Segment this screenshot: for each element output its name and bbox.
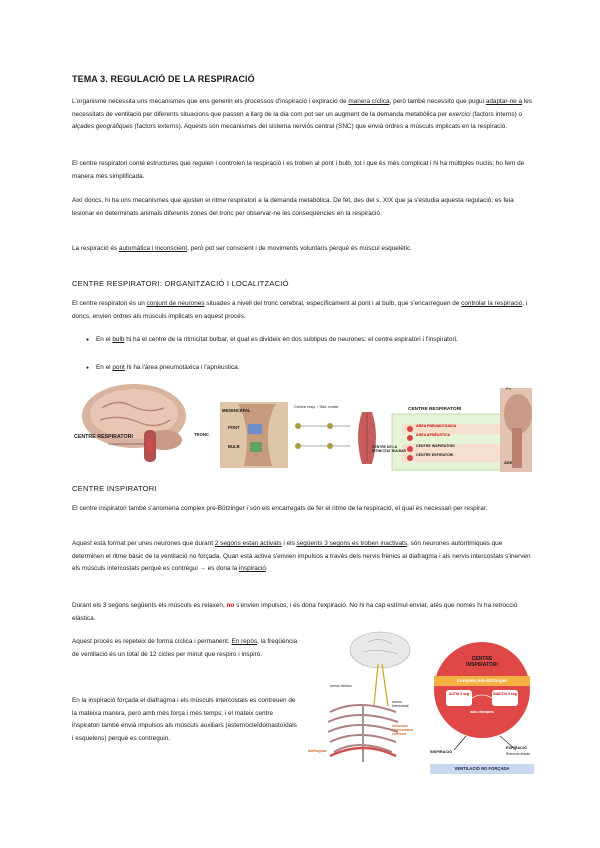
page-title: TEMA 3. REGULACIÓ DE LA RESPIRACIÓ bbox=[72, 74, 255, 84]
box-title: CENTRE RESPIRATORI bbox=[408, 407, 462, 412]
arrow-inspiracio bbox=[454, 736, 466, 750]
pont-region bbox=[248, 424, 262, 434]
bulb-region bbox=[250, 442, 262, 452]
intro-paragraph-1: L'organisme necessita uns mecanismes que ens generin els processos d'inspiració i expiració de manera cíclica, però també necessito que pugui adaptar-ne a les necessitats de ventilació per diferents situacions que passen a llarg de la dia com pot ser un augment de la demanda metabòlica per exercici (factors interns) o alçades geogràfiques (factors externs). Aquests són mecanismes del sistema nerviós central (SNC) que envià ordres a músculs implicats en la respiració. bbox=[72, 98, 533, 130]
intro-paragraph-2: El centre respiratori conté estructures que regulen i controlen la respiració i es troben al pont i bulb, tot i que és més complicat i hi ha múltiples nuclis; ho fem de manera més simplificada. bbox=[72, 160, 525, 180]
section1-paragraph: El centre respiratori és un conjunt de neurones situades a nivell del tronc cerebral, específicament al pont i al bulb, que s'encarreguen de controlar la respiració, i doncs, envien ordres als músculs implicats en aquest procés. bbox=[72, 300, 528, 320]
intro-paragraph-3: Així doncs, hi ha uns mecanismes que ajusten el ritme respiratori a la demanda metabòlica. De fet, des del s. XIX que ja s'estudia aquesta regulació: es feia lesionar en determinats animals diferents zones del tronc per observar-ne les conseqüències en la respiració. bbox=[72, 197, 514, 217]
bullet-bulb: ● En el bulb hi ha el centre de la ritmicitat bulbar, el qual es divideix en dos subtipus de neurones: el centre espiratori i l'inspiratori. bbox=[96, 334, 526, 347]
brainstem-highlight bbox=[147, 438, 153, 452]
section2-paragraph-1: El centre inspiratori també s'anomena complex pre-Bötzinger i són els encarregats de fer el ritme de la respiració, el qual és necessari per respirar. bbox=[72, 505, 488, 512]
section2-paragraph-3: Durant els 3 segons següents els músculs es relaxen, no s'envien impulsos, i es dona l'expiració. No hi ha cap estímul enviat, atès que només hi ha retrocció elàstica. bbox=[72, 602, 518, 622]
inactiu-label: INACTIU 3 seg bbox=[493, 692, 517, 696]
section2-paragraph-5: En la inspiració forçada el diafragma i els músculs intercostals es contreuen de la mateixa manera, però amb més força i més temps; i el mateix centre inspiratori també envià impulsos als músculs auxiliars (esternocleïdomastoïdals i esquelens) perquè es contreguin. bbox=[72, 697, 297, 742]
circle-title-1: CENTRE bbox=[471, 656, 493, 662]
actiu-label: ACTIU 2 seg bbox=[449, 692, 469, 696]
box-item-2: CENTRE INSPIRATORI bbox=[416, 444, 455, 448]
section2-paragraph-2: Aquest està format per unes neurones que durant 2 segons estan activats i els següents 3 segons es troben inactivats, són neurones autorítmiques que determinen el ritme bàsic de la ventilació no forçada. Quan està activa s'envien impulsos a través dels nervis frènics al diafragma i als nervis intercostals s'inerven els músculs intercostals perquè es contregui → es dona la inspiració. bbox=[72, 540, 531, 572]
section-heading-organitzacio: CENTRE RESPIRATORI: ORGANITZACIÓ I LOCALITZACIÓ bbox=[72, 279, 289, 288]
section2-paragraph-4: Aquest procés es repeteix de forma cíclica i permanent. En repòs, la freqüència de ventilació és un total de 12 cicles per minut que respiro i inspiro. bbox=[72, 638, 298, 658]
neurons-illustration bbox=[295, 423, 350, 449]
label-bulb: BULB bbox=[228, 444, 240, 449]
section-heading-centre-inspiratori: CENTRE INSPIRATORI bbox=[72, 484, 157, 493]
side-label-bottom: ÀRE bbox=[504, 460, 513, 465]
box-left-label: CENTRE DE LA RITMICITAT BULBAR bbox=[372, 445, 406, 453]
label-nervi-intercostal: nervio intercostal bbox=[392, 700, 409, 709]
label-espiracio-sub: Retrocés elàstic bbox=[506, 752, 531, 756]
ribcage-diagram bbox=[308, 628, 418, 768]
nerve-frenic bbox=[374, 664, 378, 706]
label-pont: PONT bbox=[228, 425, 240, 430]
box-item-1: ÀREA APNÈUSTICA bbox=[416, 433, 451, 437]
brain-outline bbox=[350, 632, 410, 668]
circle-title-2: INSPIRATORI bbox=[466, 662, 498, 668]
circle-subtitle: Complex pre-Bötzinger bbox=[456, 678, 508, 683]
box-item-0: ÀREA PNEUMOTÀXICA bbox=[416, 424, 457, 428]
label-tronc: TRONC bbox=[194, 432, 209, 437]
brain-diagram bbox=[72, 378, 532, 474]
figure-centre-inspiratori bbox=[426, 640, 538, 776]
side-label-top: Pn bbox=[506, 386, 511, 391]
label-musculs-intercostals: músculos intercostales externos bbox=[392, 724, 413, 736]
label-espiracio: ESPIRACIÓ bbox=[506, 746, 527, 750]
banner-ventilacio: VENTILACIÓ NO FORÇADA bbox=[454, 766, 510, 771]
box-item-3: CENTRE ESPIRATORI bbox=[416, 453, 454, 457]
nerve-intercostal bbox=[382, 664, 388, 706]
figure-centre-respiratori bbox=[72, 378, 532, 474]
center-label: auto-rítmiques bbox=[470, 710, 494, 714]
intro-paragraph-4: La respiració és automàtica i inconscient, però pot ser conscient i de moviments voluntaris perquè és múscul esquelètic. bbox=[72, 245, 412, 252]
label-top: Centre resp. / Sist. motor bbox=[294, 404, 339, 409]
label-diafragma: diafragma bbox=[308, 749, 327, 753]
label-mesencefal: MESENCÈFAL bbox=[222, 408, 251, 413]
label-inspiracio: INSPIRACIÓ bbox=[430, 750, 453, 754]
bullet-pont: ● En el pont hi ha l'àrea pneumotàxica i l'apnèustica. bbox=[96, 362, 526, 375]
label-centre-respiratori: CENTRE RESPIRATORI bbox=[74, 434, 133, 440]
figure-nerves-ribcage bbox=[308, 628, 418, 768]
label-nervi-frenic: nervio frénico bbox=[330, 684, 352, 688]
